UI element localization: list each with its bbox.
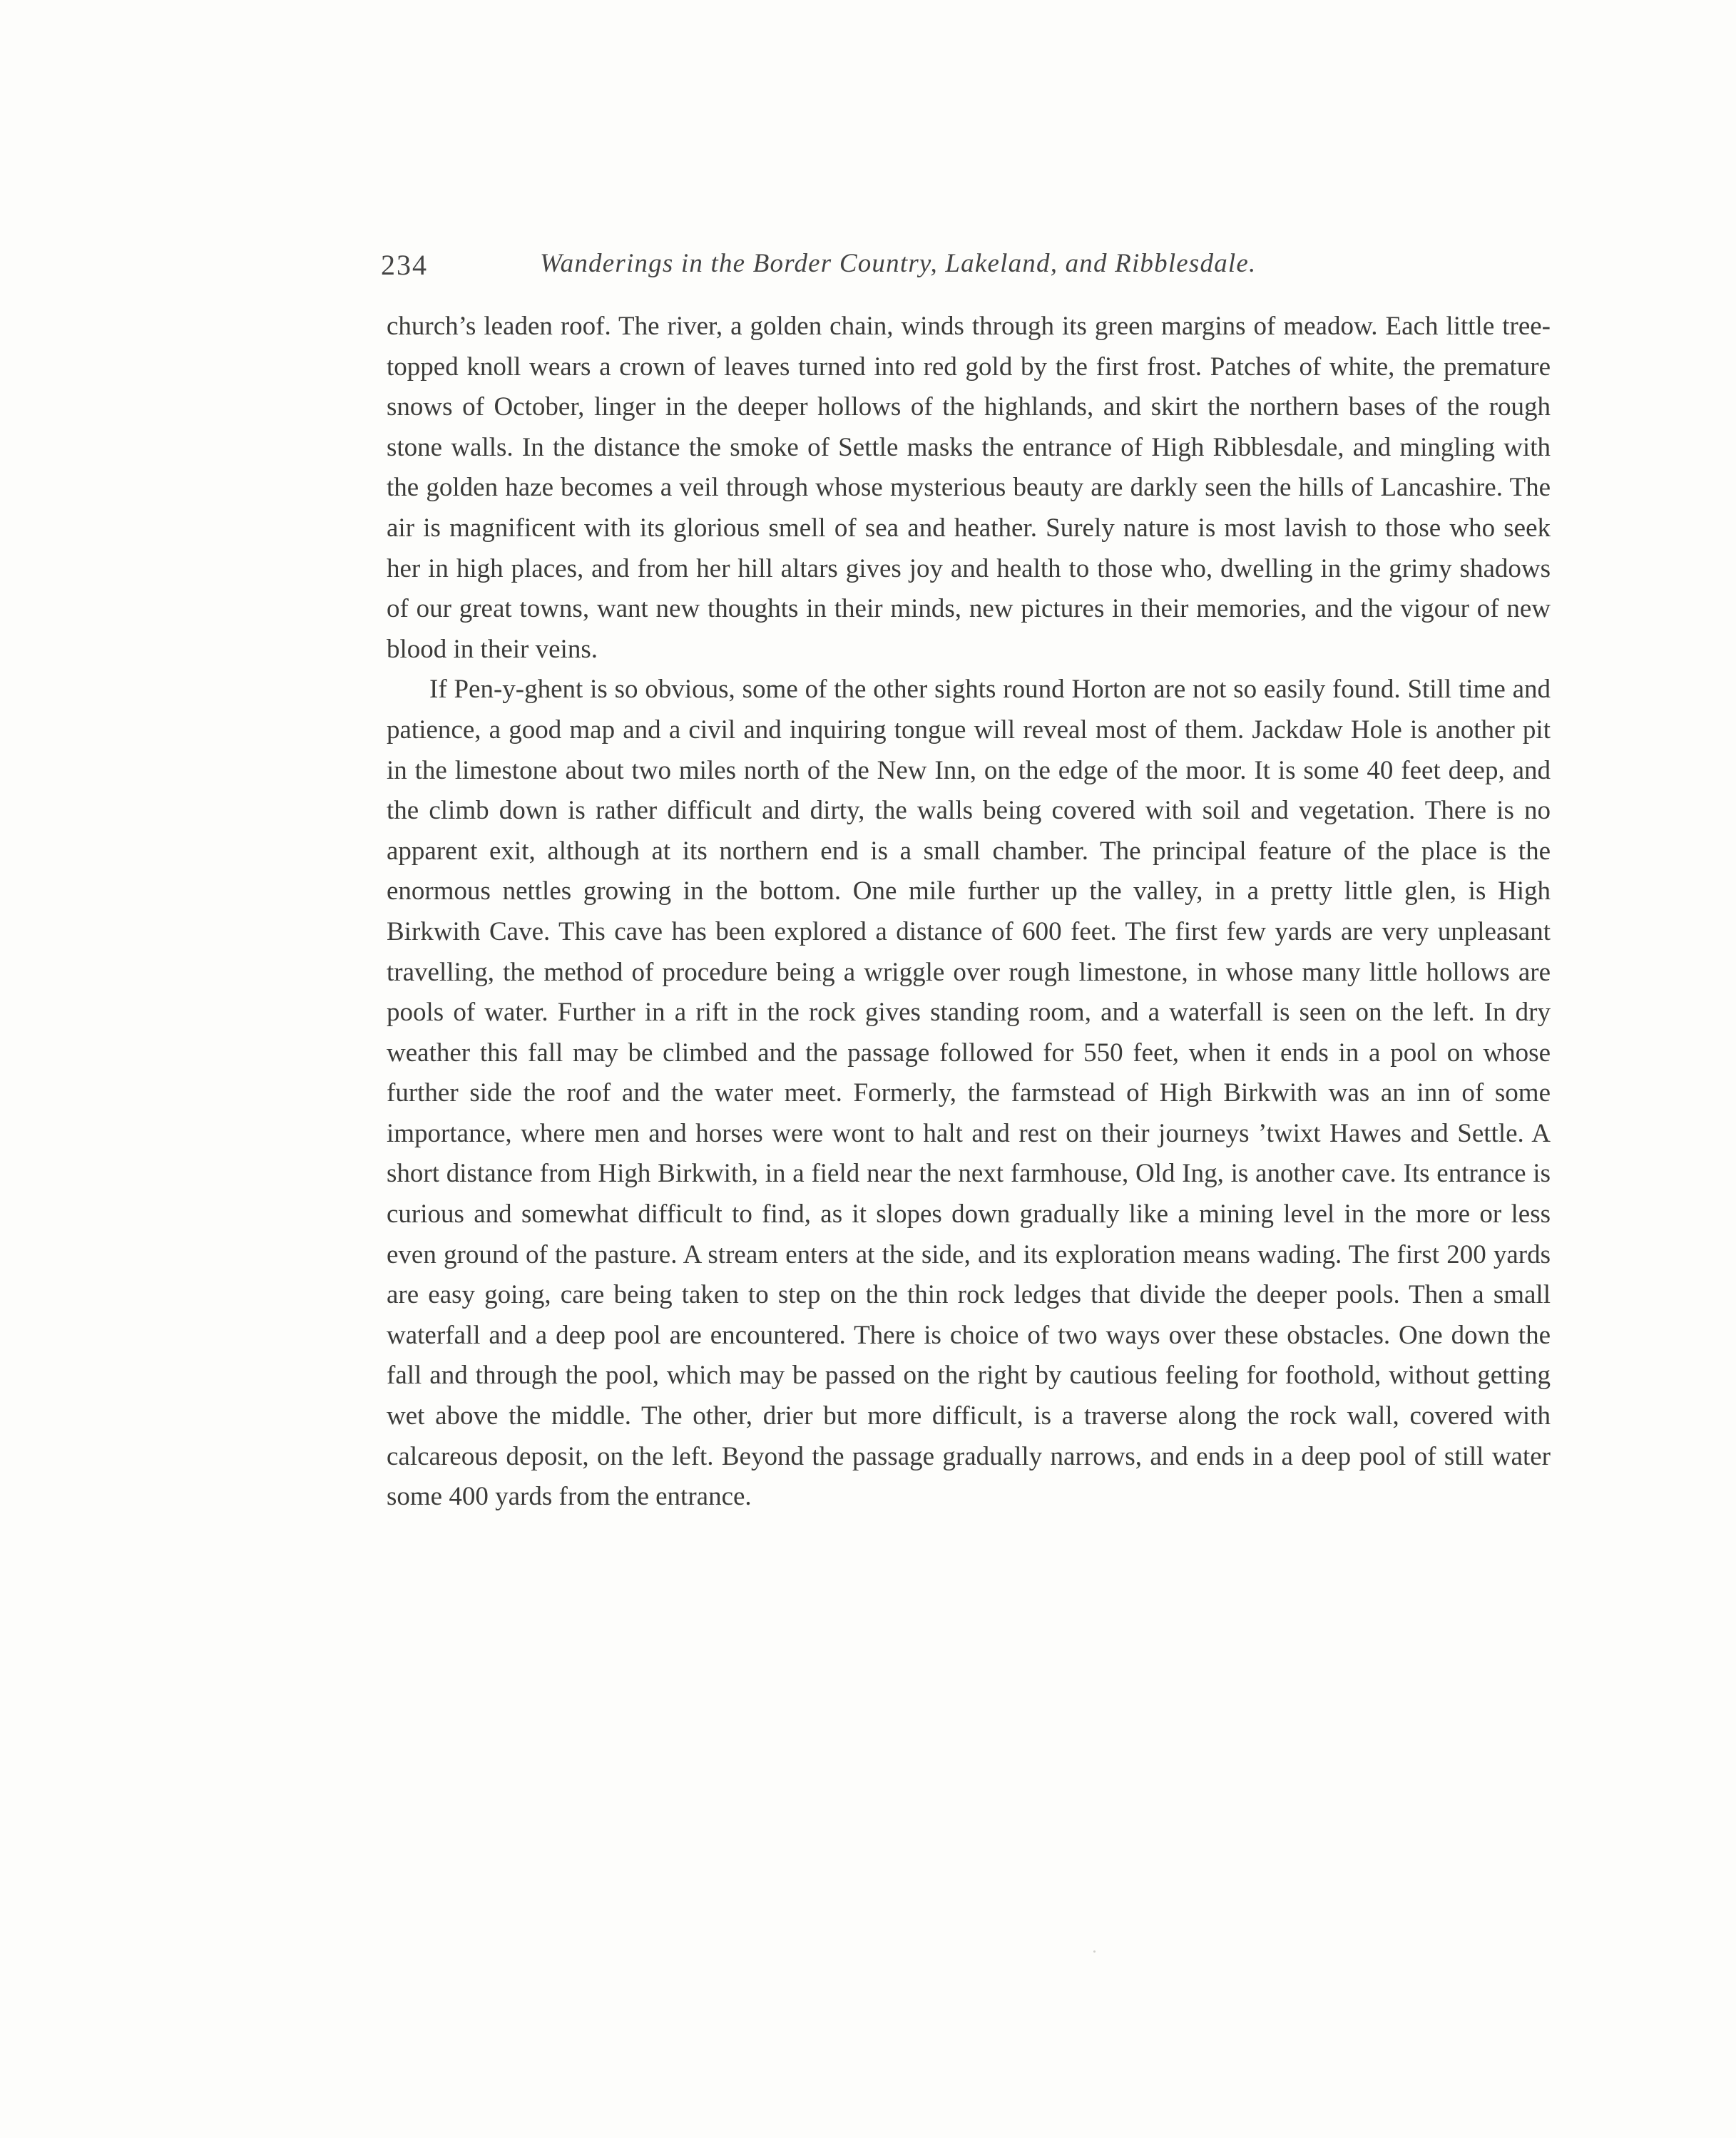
paragraph-continued: church’s leaden roof. The river, a golden chain, winds through its green margins of meadow. Each little tree-topped knoll wears a crown of leaves turned into red gold by the first frost. Patches of white, the premature snows of October, linger in the deeper hollows of the highlands, and skirt the northern bases of the rough stone walls. In the distance the smoke of Settle masks the entrance of High Ribblesdale, and mingling with the golden haze becomes a veil through whose mysterious beauty are darkly seen the hills of Lancashire. The air is magnificent with its glorious smell of sea and heather. Surely nature is most lavish to those who seek her in high places, and from her hill altars gives joy and health to those who, dwelling in the grimy shadows of our great towns, want new thoughts in their minds, new pictures in their memories, and the vigour of new blood in their veins.	[387, 312, 1551, 664]
page-number: 234	[381, 249, 428, 281]
paragraph-caves: If Pen-y-ghent is so obvious, some of the other sights round Horton are not so easily found. Still time and patience, a good map and a civil and inquiring tongue will reveal most of them. Jackdaw Hole is another pit in the limestone about two miles north of the New Inn, on the edge of the moor. It is some 40 feet deep, and the climb down is rather difficult and dirty, the walls being covered with soil and vegetation. There is no apparent exit, although at its northern end is a small chamber. The principal feature of the place is the enormous nettles growing in the bottom. One mile further up the valley, in a pretty little glen, is High Birkwith Cave. This cave has been explored a distance of 600 feet. The first few yards are very unpleasant travelling, the method of procedure being a wriggle over rough limestone, in whose many little hollows are pools of water. Further in a rift in the rock gives standing room, and a waterfall is seen on the left. In dry weather this fall may be climbed and the passage followed for 550 feet, when it ends in a pool on whose further side the roof and the water meet. Formerly, the farmstead of High Birkwith was an inn of some importance, where men and horses were wont to halt and rest on their journeys ’twixt Hawes and Settle. A short distance from High Birkwith, in a field near the next farmhouse, Old Ing, is another cave. Its entrance is curious and somewhat difficult to find, as it slopes down gradually like a mining level in the more or less even ground of the pasture. A stream enters at the side, and its exploration means wading. The first 200 yards are easy going, care being taken to step on the thin rock ledges that divide the deeper pools. Then a small waterfall and a deep pool are encountered. There is choice of two ways over these obstacles. One down the fall and through the pool, which may be passed on the right by cautious feeling for foothold, without getting wet above the middle. The other, drier but more difficult, is a traverse along the rock wall, covered with calcareous deposit, on the left. Beyond the passage gradually narrows, and ends in a deep pool of still water some 400 yards from the entrance.	[387, 675, 1551, 1512]
body-text	[387, 307, 1551, 1518]
book-page	[381, 242, 1551, 1883]
running-title: Wanderings in the Border Country, Lakeland, and Ribblesdale.	[540, 249, 1257, 278]
running-head	[381, 248, 1551, 291]
paper-speck	[1093, 1950, 1096, 1953]
